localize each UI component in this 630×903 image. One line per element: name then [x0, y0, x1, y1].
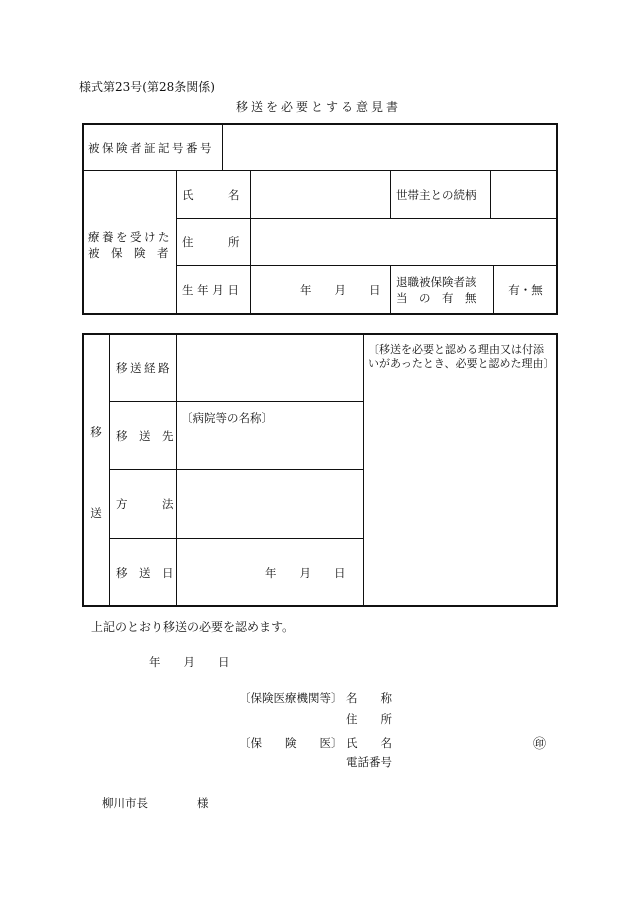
form-number: 様式第23号(第28条関係) — [79, 80, 215, 94]
reason-label-line2: いがあったとき、必要と認めた理由〕 — [368, 357, 555, 370]
document-title: 移送を必要とする意見書 — [236, 100, 402, 114]
reason-label-line1: 〔移送を必要と認める理由又は付添 — [368, 343, 544, 356]
route-field[interactable] — [177, 334, 363, 401]
relation-field[interactable] — [491, 171, 556, 218]
institution-label: 〔保険医療機関等〕 — [239, 691, 343, 705]
card-number-field[interactable] — [224, 125, 556, 170]
recipient-label-line1: 療養を受けた — [88, 230, 172, 244]
transfer-side-label-top: 移 — [90, 425, 102, 439]
name-label: 氏 名 — [182, 187, 240, 202]
doctor-label: 〔保 険 医〕 — [239, 736, 343, 750]
retired-label-line2: 当 の 有 無 — [396, 291, 477, 305]
reason-field[interactable] — [366, 372, 556, 604]
address-label: 住 所 — [182, 235, 240, 249]
institution-name-label: 名 称 — [346, 691, 392, 705]
honorific: 様 — [197, 796, 209, 810]
transfer-date-value[interactable]: 年 月 日 — [265, 565, 346, 580]
route-label: 移送経路 — [116, 360, 172, 375]
name-field[interactable] — [251, 171, 390, 218]
relation-label: 世帯主との続柄 — [396, 187, 477, 202]
phone-label: 電話番号 — [346, 755, 392, 769]
retired-label-line1: 退職被保険者該 — [396, 275, 477, 289]
footer-date[interactable]: 年 月 日 — [149, 655, 230, 669]
institution-address-label: 住 所 — [346, 712, 392, 726]
seal-mark-icon: ㊞ — [533, 737, 547, 752]
destination-label: 移 送 先 — [116, 428, 174, 443]
card-number-label: 被保険者証記号番号 — [88, 140, 214, 155]
hospital-name-label: 〔病院等の名称〕 — [181, 411, 273, 425]
addressee: 柳川市長 — [102, 796, 148, 810]
birthdate-label: 生 年 月 日 — [182, 283, 239, 297]
transfer-side-label-bottom: 送 — [90, 506, 102, 520]
address-field[interactable] — [251, 219, 556, 265]
statement-text: 上記のとおり移送の必要を認めます。 — [91, 620, 295, 634]
method-label: 方 法 — [116, 497, 174, 511]
method-field[interactable] — [177, 470, 363, 538]
destination-field[interactable] — [177, 428, 363, 468]
recipient-label-line2: 被 保 険 者 — [88, 246, 169, 260]
birthdate-value[interactable]: 年 月 日 — [300, 283, 381, 297]
doctor-name-label: 氏 名 — [346, 736, 392, 750]
transfer-date-label: 移 送 日 — [116, 565, 174, 580]
retired-value[interactable]: 有・無 — [508, 283, 543, 297]
